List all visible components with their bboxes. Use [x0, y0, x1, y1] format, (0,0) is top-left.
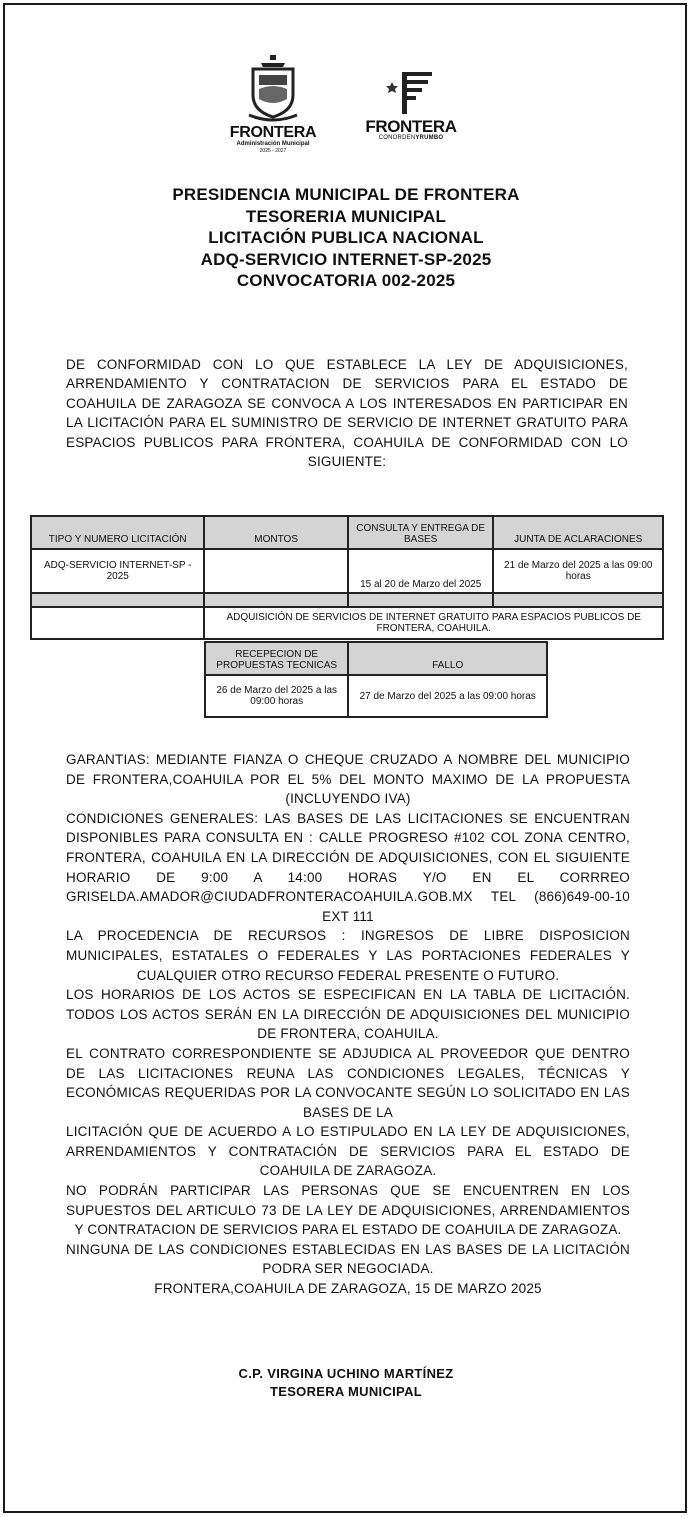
- document-titles: [0, 184, 692, 292]
- table-cell: [204, 549, 348, 593]
- title-line: ADQ-SERVICIO INTERNET-SP-2025: [200, 249, 492, 269]
- table-row: [205, 675, 547, 717]
- logo-left-subtitle: Administración Municipal: [236, 141, 310, 147]
- coat-of-arms-icon: [247, 55, 299, 123]
- logo-left-name: FRONTERA: [229, 124, 317, 141]
- body-paragraph: LICITACIÓN QUE DE ACUERDO A LO ESTIPULADO EN LA LEY DE ADQUISICIONES, ARRENDAMIENTOS Y CONTRATACIÓN DE SERVICIOS PARA EL ESTADO DE COAHUILA DE ZARAGOZA.: [66, 1124, 630, 1179]
- logo-right-tagline: CONORDENYRUMBO: [378, 135, 444, 141]
- description-cell: ADQUISICIÓN DE SERVICIOS DE INTERNET GRATUITO PARA ESPACIOS PUBLICOS DE FRONTERA, COAHUILA.: [204, 607, 663, 639]
- header-cell: MONTOS: [204, 516, 348, 549]
- title-line: LICITACIÓN PUBLICA NACIONAL: [208, 228, 484, 247]
- header-cell: FALLO: [348, 642, 547, 675]
- municipal-seal-logo: [226, 55, 320, 155]
- logo-left-years: 2025 - 2027: [259, 148, 287, 154]
- title-line: CONVOCATORIA 002-2025: [236, 271, 456, 290]
- intro-paragraph: DE CONFORMIDAD CON LO QUE ESTABLECE LA LEY DE ADQUISICIONES, ARRENDAMIENTO Y CONTRATACION DE SERVICIOS PARA EL ESTADO DE COAHUILA DE ZARAGOZA SE CONVOCA A LOS INTERESADOS EN PARTICIPAR EN LA LICITACIÓN PARA EL SUMINISTRO DE SERVICIO DE INTERNET GRATUITO PARA ESPACIOS PUBLICOS PARA FRONTERA, COAHUILA DE CONFORMIDAD CON LO SIGUIENTE:: [66, 357, 628, 470]
- signature-block: [0, 1365, 692, 1401]
- header-cell: CONSULTA Y ENTREGA DE BASES: [348, 516, 494, 549]
- header-cell: RECEPECION DE PROPUESTAS TECNICAS: [205, 642, 348, 675]
- body-paragraph: NINGUNA DE LAS CONDICIONES ESTABLECIDAS EN LAS BASES DE LA LICITACIÓN PODRA SER NEGOCIADA.: [66, 1241, 630, 1277]
- table-header-row: [31, 516, 663, 549]
- signatory-title: TESORERA MUNICIPAL: [269, 1384, 422, 1399]
- table-separator-row: [31, 593, 663, 607]
- table-cell: ADQ-SERVICIO INTERNET-SP - 2025: [31, 549, 204, 593]
- table-header-row: [205, 642, 547, 675]
- dates-table: [204, 641, 548, 718]
- table-cell: 27 de Marzo del 2025 a las 09:00 horas: [348, 675, 547, 717]
- table-row: [31, 549, 663, 593]
- title-line: PRESIDENCIA MUNICIPAL DE FRONTERA: [172, 185, 520, 204]
- table-cell: [31, 607, 204, 639]
- star-stripes-icon: [386, 70, 436, 116]
- date-line: FRONTERA,COAHUILA DE ZARAGOZA, 15 DE MARZO 2025: [154, 1281, 542, 1297]
- body-paragraph: LA PROCEDENCIA DE RECURSOS : INGRESOS DE LIBRE DISPOSICION MUNICIPALES, ESTATALES O FEDERALES Y LAS PORTACIONES FEDERALES Y CUALQUIER OTRO RECURSO FEDERAL PRESENTE O FUTURO.: [66, 928, 630, 983]
- signatory-name: C.P. VIRGINA UCHINO MARTÍNEZ: [238, 1366, 454, 1381]
- table-cell: 21 de Marzo del 2025 a las 09:00 horas: [493, 549, 663, 593]
- header-cell: TIPO Y NUMERO LICITACIÓN: [31, 516, 204, 549]
- body-paragraph: NO PODRÁN PARTICIPAR LAS PERSONAS QUE SE ENCUENTREN EN LOS SUPUESTOS DEL ARTICULO 73 DE LA LEY DE ADQUISICIONES, ARRENDAMIENTOS Y CONTRATACION DE SERVICIOS PARA EL ESTADO DE COAHUILA DE ZARAGOZA.: [66, 1183, 630, 1238]
- table-row: [31, 607, 663, 639]
- title-line: TESORERIA MUNICIPAL: [245, 206, 447, 226]
- body-paragraph: CONDICIONES GENERALES: LAS BASES DE LAS LICITACIONES SE ENCUENTRAN DISPONIBLES PARA CONSULTA EN : CALLE PROGRESO #102 COL ZONA CENTRO, FRONTERA, COAHUILA EN LA DIRECCIÓN DE ADQUISICIONES, CON EL SIGUIENTE HORARIO DE 9:00 A 14:00 HORAS Y/O EN EL CORRREO GRISELDA.AMADOR@CIUDADFRONTERACOAHUILA.GOB.MX TEL (866)649-00-10 EXT 111: [66, 810, 630, 924]
- body-paragraph: EL CONTRATO CORRESPONDIENTE SE ADJUDICA AL PROVEEDOR QUE DENTRO DE LAS LICITACIONES REUNA LAS CONDICIONES LEGALES, TÉCNICAS Y ECONÓMICAS REQUERIDAS POR LA CONVOCANTE SEGÚN LO SOLICITADO EN LAS BASES DE LA: [66, 1045, 630, 1120]
- table-cell: 26 de Marzo del 2025 a las 09:00 horas: [205, 675, 348, 717]
- table-cell: 15 al 20 de Marzo del 2025: [348, 549, 494, 593]
- header-cell: JUNTA DE ACLARACIONES: [493, 516, 663, 549]
- body-paragraph: GARANTIAS: MEDIANTE FIANZA O CHEQUE CRUZADO A NOMBRE DEL MUNICIPIO DE FRONTERA,COAHUILA POR EL 5% DEL MONTO MAXIMO DE LA PROPUESTA (INCLUYENDO IVA): [66, 752, 630, 807]
- schedule-table: [30, 515, 664, 640]
- conditions-body: [66, 750, 630, 1299]
- frontera-brand-logo: [356, 70, 466, 150]
- body-paragraph: LOS HORARIOS DE LOS ACTOS SE ESPECIFICAN EN LA TABLA DE LICITACIÓN. TODOS LOS ACTOS SERÁN EN LA DIRECCIÓN DE ADQUISICIONES DEL MUNICIPIO DE FRONTERA, COAHUILA.: [66, 987, 630, 1042]
- logo-right-name: FRONTERA: [365, 117, 457, 136]
